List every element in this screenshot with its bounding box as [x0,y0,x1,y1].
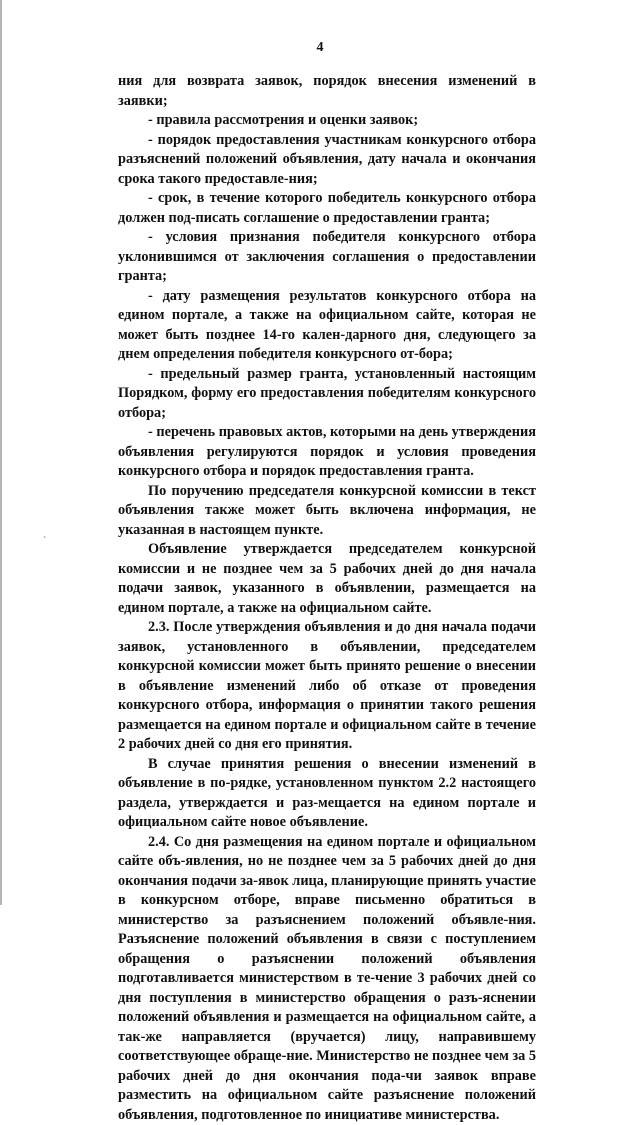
list-item-results-date: - дату размещения результатов конкурсного отбора на едином портале, а также на официальном сайте, которая не может быть позднее 14-го кален-дарного дня, следующего за днем определения победителя конкурсного от-бора; [118,287,536,365]
page-left-edge [0,0,2,905]
paragraph-section-2-3: 2.3. После утверждения объявления и до дня начала подачи заявок, установленного в объявлении, председателем конкурсной комиссии может быть принято решение о внесении в объявление изменений либо об отказе от проведения конкурсного отбора, информация о принятии такого решения размещается на едином портале и официальном сайте в течение 2 рабочих дней со дня его принятия. [118,618,536,755]
paragraph-announcement-approval: Объявление утверждается председателем конкурсной комиссии и не позднее чем за 5 рабочих дней до дня начала подачи заявок, указанного в объявлении, размещается на едином портале, а также на официальном сайте. [118,540,536,618]
paragraph-continuation: ния для возврата заявок, порядок внесения изменений в заявки; [118,72,536,111]
list-item-agreement-deadline: - срок, в течение которого победитель конкурсного отбора должен под-писать соглашение о предоставлении гранта; [118,189,536,228]
page-number: 4 [0,40,640,56]
margin-mark: ` [43,536,46,547]
document-body [118,72,536,1125]
list-item-evasion-conditions: - условия признания победителя конкурсного отбора уклонившимся от заключения соглашения о предоставлении гранта; [118,228,536,287]
list-item-legal-acts: - перечень правовых актов, которыми на день утверждения объявления регулируются порядок и условия проведения конкурсного отбора и порядок предоставления гранта. [118,423,536,482]
paragraph-section-2-4: 2.4. Со дня размещения на едином портале и официальном сайте объ-явления, но не позднее чем за 5 рабочих дней до дня окончания подачи за-явок лица, планирующие принять участие в конкурсном отборе, вправе письменно обратиться в министерство за разъяснением положений объявле-ния. Разъяснение положений объявления в связи с поступлением обращения о разъяснении положений объявления подготавливается министерством в те-чение 3 рабочих дней со дня поступления в министерство обращения о разъ-яснении положений объявления и размещается на официальном сайте, а так-же направляется (вручается) лицу, направившему соответствующее обраще-ние. Министерство не позднее чем за 5 рабочих дней до дня окончания пода-чи заявок вправе разместить на официальном сайте разъяснение положений объявления, подготовленное по инициативе министерства. [118,833,536,1125]
list-item-clarification-procedure: - порядок предоставления участникам конкурсного отбора разъяснений положений объявления, дату начала и окончания срока такого предоставле-ния; [118,131,536,190]
paragraph-chairman-instruction: По поручению председателя конкурсной комиссии в текст объявления также может быть включена информация, не указанная в настоящем пункте. [118,482,536,541]
list-item-max-grant: - предельный размер гранта, установленный настоящим Порядком, форму его предоставления победителям конкурсного отбора; [118,365,536,424]
paragraph-amendments: В случае принятия решения о внесении изменений в объявление в по-рядке, установленном пунктом 2.2 настоящего раздела, утверждается и раз-мещается на едином портале и официальном сайте новое объявление. [118,755,536,833]
list-item-review-rules: - правила рассмотрения и оценки заявок; [118,111,536,131]
